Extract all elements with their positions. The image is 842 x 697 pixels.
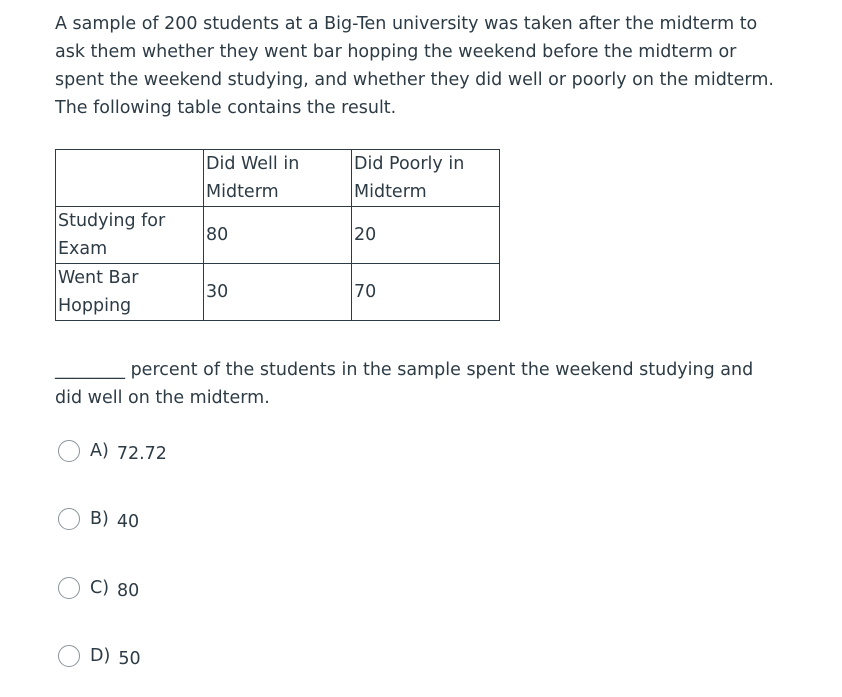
question-text: A sample of 200 students at a Big-Ten university was taken after the midterm to ask them whether they went bar hopping the weekend before the midterm or spent the weekend studying, and whether they did well or poorly on the midterm. The following table contains the result.	[55, 14, 774, 118]
row-label-studying: Studying for Exam	[56, 207, 204, 264]
cell-bar-poorly: 70	[352, 264, 500, 321]
radio-button-b[interactable]	[58, 508, 80, 530]
option-letter: D)	[90, 646, 111, 666]
fill-in-prompt	[55, 356, 785, 412]
table-header-did-well: Did Well in Midterm	[204, 150, 352, 207]
answer-option-c[interactable]	[58, 577, 139, 599]
option-letter: A)	[90, 441, 109, 461]
answer-option-a[interactable]	[58, 440, 167, 462]
cell-bar-well: 30	[204, 264, 352, 321]
answer-option-d[interactable]	[58, 645, 141, 667]
table-header-did-poorly: Did Poorly in Midterm	[352, 150, 500, 207]
cell-studying-poorly: 20	[352, 207, 500, 264]
option-letter: C)	[90, 578, 110, 598]
table-header-corner	[56, 150, 204, 207]
cell-studying-well: 80	[204, 207, 352, 264]
option-value: 40	[116, 512, 140, 532]
table-row	[56, 207, 500, 264]
row-label-bar-hopping: Went Bar Hopping	[56, 264, 204, 321]
option-value: 50	[118, 649, 141, 669]
option-value: 72.72	[116, 444, 167, 464]
table-header-row	[56, 150, 500, 207]
table-row	[56, 264, 500, 321]
answer-option-b[interactable]	[58, 508, 139, 530]
radio-button-c[interactable]	[58, 577, 80, 599]
option-value: 80	[117, 581, 140, 601]
results-table	[55, 149, 500, 321]
option-letter: B)	[90, 509, 109, 529]
radio-button-a[interactable]	[58, 440, 80, 462]
radio-button-d[interactable]	[58, 645, 80, 667]
answer-blank: ________	[55, 360, 125, 380]
prompt-text: percent of the students in the sample spent the weekend studying and did well on the midterm.	[55, 360, 754, 408]
